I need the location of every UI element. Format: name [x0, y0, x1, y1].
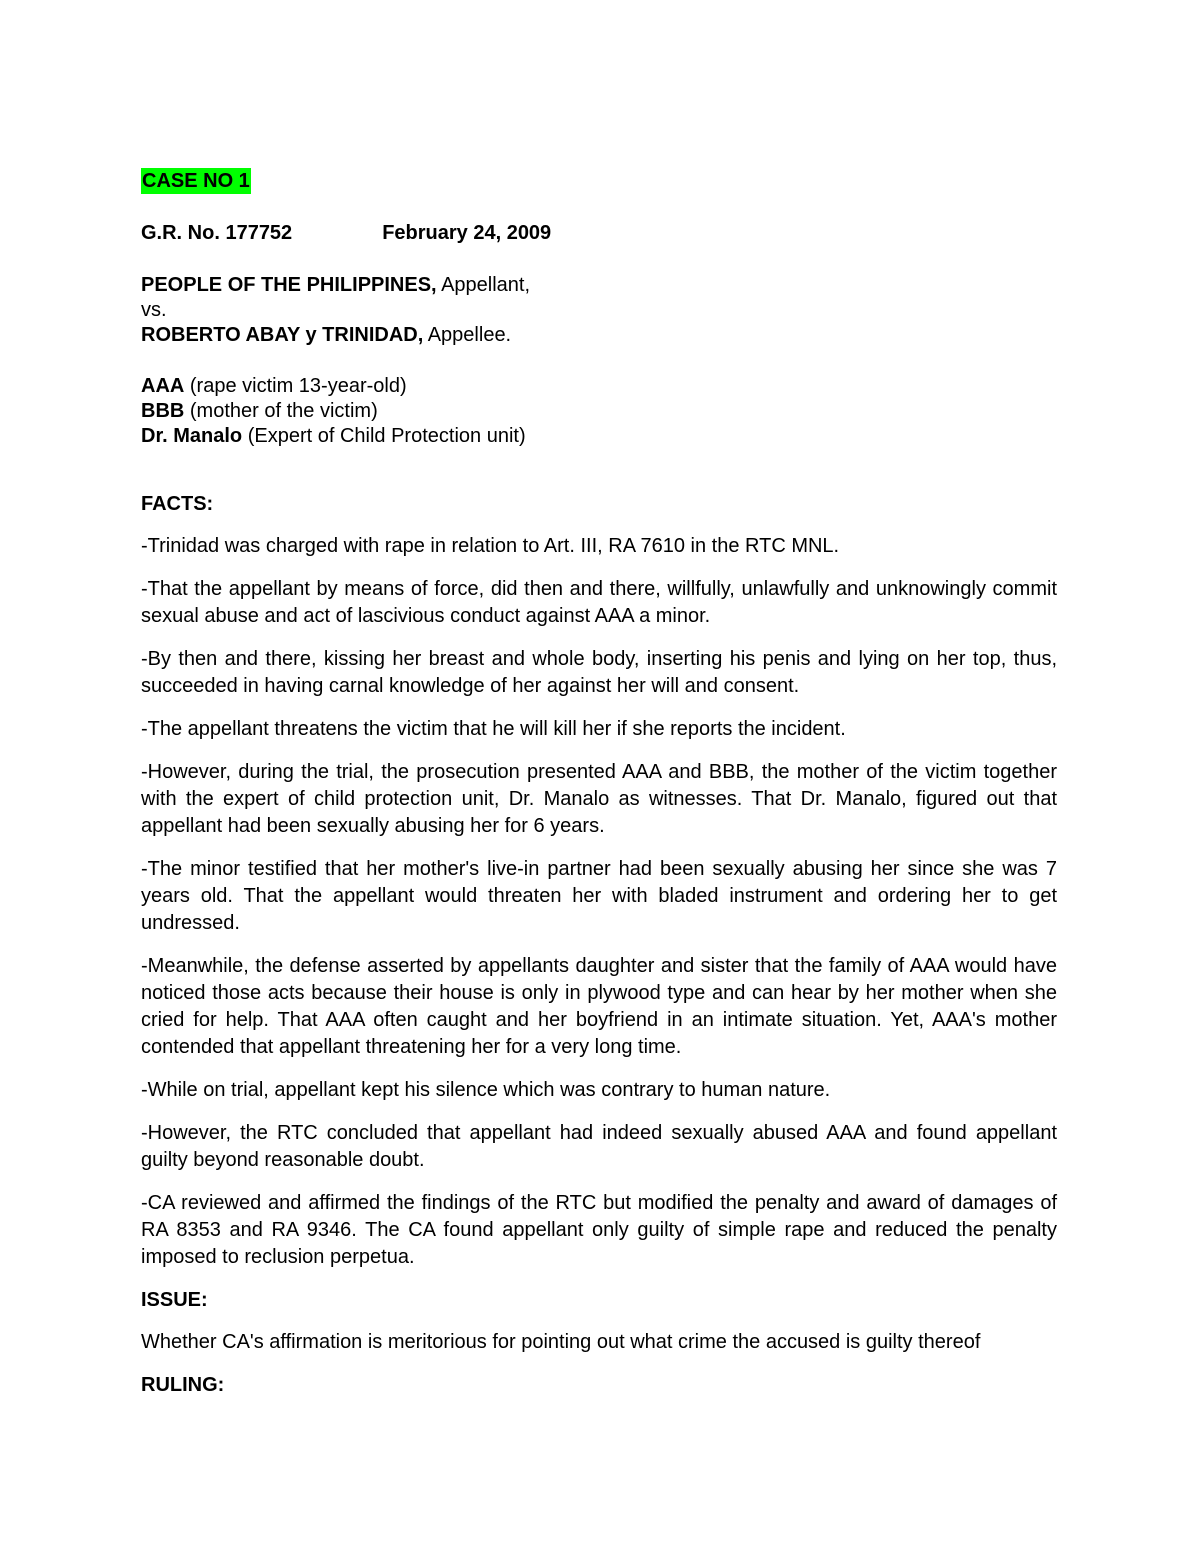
person-item — [141, 399, 1057, 424]
facts-paragraph: -However, during the trial, the prosecution presented AAA and BBB, the mother of the victim together with the expert of child protection unit, Dr. Manalo as witnesses. That Dr. Manalo, figured out that appellant had been sexually abusing her for 6 years. — [141, 761, 1057, 837]
facts-paragraph: -Trinidad was charged with rape in relation to Art. III, RA 7610 in the RTC MNL. — [141, 535, 840, 557]
case-date: February 24, 2009 — [382, 222, 552, 244]
person-desc: (mother of the victim) — [184, 400, 378, 422]
ruling-heading: RULING: — [141, 1374, 225, 1396]
gr-number: G.R. No. 177752 — [141, 222, 293, 244]
facts-paragraph: -The appellant threatens the victim that he will kill her if she reports the incident. — [141, 718, 846, 740]
facts-paragraph: -That the appellant by means of force, did then and there, willfully, unlawfully and unknowingly commit sexual abuse and act of lascivious conduct against AAA a minor. — [141, 578, 1057, 627]
person-item — [141, 424, 1057, 449]
facts-paragraph: -CA reviewed and affirmed the findings of the RTC but modified the penalty and award of damages of RA 8353 and RA 9346. The CA found appellant only guilty of simple rape and reduced the penalty imposed to reclusion perpetua. — [141, 1192, 1057, 1268]
case-reference — [141, 220, 1057, 246]
facts-paragraph: -While on trial, appellant kept his silence which was contrary to human nature. — [141, 1079, 831, 1101]
facts-paragraph: -The minor testified that her mother's live-in partner had been sexually abusing her since she was 7 years old. That the appellant would threaten her with bladed instrument and ordering her to get undressed. — [141, 858, 1057, 934]
case-label-row — [141, 168, 1057, 194]
appellee-role: Appellee. — [423, 324, 512, 346]
document-page — [141, 168, 1057, 1398]
facts-paragraph: -Meanwhile, the defense asserted by appellants daughter and sister that the family of AAA would have noticed those acts because their house is only in plywood type and can hear by her mother when she cried for help. That AAA often caught and her boyfriend in an intimate situation. Yet, AAA's mother contended that appellant threatening her for a very long time. — [141, 955, 1057, 1058]
appellant-line — [141, 272, 1057, 298]
person-name: Dr. Manalo — [141, 425, 243, 447]
appellant-role: Appellant, — [436, 274, 531, 296]
parties-block — [141, 272, 1057, 348]
facts-paragraph: -However, the RTC concluded that appellant had indeed sexually abused AAA and found appellant guilty beyond reasonable doubt. — [141, 1122, 1057, 1171]
person-name: BBB — [141, 400, 185, 422]
appellant-name: PEOPLE OF THE PHILIPPINES, — [141, 274, 437, 296]
issue-text: Whether CA's affirmation is meritorious for pointing out what crime the accused is guilty thereof — [141, 1331, 981, 1353]
facts-heading: FACTS: — [141, 493, 214, 515]
person-desc: (rape victim 13-year-old) — [184, 375, 407, 397]
versus: vs. — [141, 299, 167, 321]
appellee-name: ROBERTO ABAY y TRINIDAD, — [141, 324, 424, 346]
case-label: CASE NO 1 — [142, 170, 250, 192]
person-name: AAA — [141, 375, 185, 397]
facts-paragraph: -By then and there, kissing her breast and whole body, inserting his penis and lying on her top, thus, succeeded in having carnal knowledge of her against her will and consent. — [141, 648, 1057, 697]
persons-block — [141, 374, 1057, 449]
appellee-line — [141, 322, 1057, 348]
person-desc: (Expert of Child Protection unit) — [242, 425, 526, 447]
issue-heading: ISSUE: — [141, 1289, 208, 1311]
person-item — [141, 374, 1057, 399]
